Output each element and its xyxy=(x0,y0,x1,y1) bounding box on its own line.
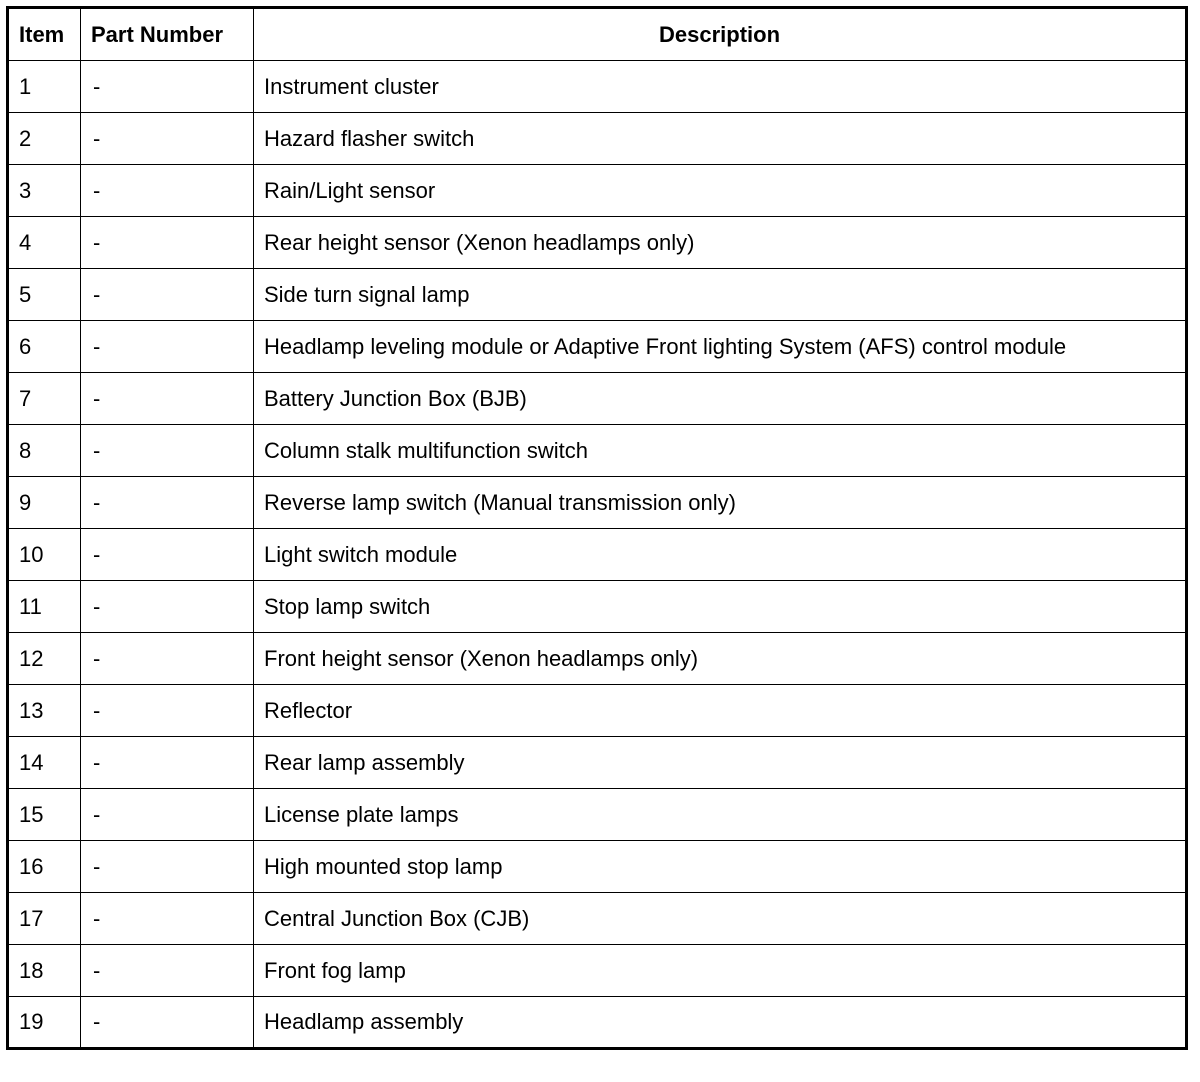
table-row xyxy=(8,321,1187,373)
item-cell: 1 xyxy=(8,61,81,113)
part-number-cell: - xyxy=(81,373,254,425)
part-number-cell: - xyxy=(81,217,254,269)
item-cell: 7 xyxy=(8,373,81,425)
description-cell: Central Junction Box (CJB) xyxy=(254,893,1187,945)
part-number-cell: - xyxy=(81,269,254,321)
header-item: Item xyxy=(8,8,81,61)
part-number-cell: - xyxy=(81,529,254,581)
table-row xyxy=(8,425,1187,477)
part-number-cell: - xyxy=(81,113,254,165)
part-number-cell: - xyxy=(81,789,254,841)
item-cell: 14 xyxy=(8,737,81,789)
part-number-cell: - xyxy=(81,685,254,737)
part-number-cell: - xyxy=(81,165,254,217)
table-row xyxy=(8,789,1187,841)
table-row xyxy=(8,945,1187,997)
item-cell: 2 xyxy=(8,113,81,165)
table-row xyxy=(8,61,1187,113)
part-number-cell: - xyxy=(81,841,254,893)
header-part-number: Part Number xyxy=(81,8,254,61)
part-number-cell: - xyxy=(81,477,254,529)
description-cell: Light switch module xyxy=(254,529,1187,581)
description-cell: Rain/Light sensor xyxy=(254,165,1187,217)
table-row xyxy=(8,841,1187,893)
description-cell: Instrument cluster xyxy=(254,61,1187,113)
table-row xyxy=(8,581,1187,633)
description-cell: Stop lamp switch xyxy=(254,581,1187,633)
description-cell: Column stalk multifunction switch xyxy=(254,425,1187,477)
item-cell: 4 xyxy=(8,217,81,269)
description-cell: Front height sensor (Xenon headlamps only) xyxy=(254,633,1187,685)
part-number-cell: - xyxy=(81,893,254,945)
item-cell: 10 xyxy=(8,529,81,581)
description-cell: License plate lamps xyxy=(254,789,1187,841)
table-row xyxy=(8,633,1187,685)
part-number-cell: - xyxy=(81,737,254,789)
part-number-cell: - xyxy=(81,997,254,1049)
item-cell: 18 xyxy=(8,945,81,997)
table-row xyxy=(8,737,1187,789)
table-row xyxy=(8,529,1187,581)
item-cell: 17 xyxy=(8,893,81,945)
description-cell: Reflector xyxy=(254,685,1187,737)
parts-table xyxy=(6,6,1188,1050)
table-row xyxy=(8,685,1187,737)
item-cell: 5 xyxy=(8,269,81,321)
table-row xyxy=(8,217,1187,269)
table-row xyxy=(8,113,1187,165)
part-number-cell: - xyxy=(81,945,254,997)
item-cell: 15 xyxy=(8,789,81,841)
item-cell: 8 xyxy=(8,425,81,477)
description-cell: High mounted stop lamp xyxy=(254,841,1187,893)
description-cell: Headlamp leveling module or Adaptive Front lighting System (AFS) control module xyxy=(254,321,1187,373)
part-number-cell: - xyxy=(81,581,254,633)
part-number-cell: - xyxy=(81,425,254,477)
description-cell: Hazard flasher switch xyxy=(254,113,1187,165)
item-cell: 3 xyxy=(8,165,81,217)
description-cell: Side turn signal lamp xyxy=(254,269,1187,321)
item-cell: 6 xyxy=(8,321,81,373)
part-number-cell: - xyxy=(81,321,254,373)
item-cell: 12 xyxy=(8,633,81,685)
description-cell: Rear lamp assembly xyxy=(254,737,1187,789)
table-row xyxy=(8,165,1187,217)
part-number-cell: - xyxy=(81,61,254,113)
part-number-cell: - xyxy=(81,633,254,685)
table-row xyxy=(8,373,1187,425)
description-cell: Battery Junction Box (BJB) xyxy=(254,373,1187,425)
item-cell: 19 xyxy=(8,997,81,1049)
item-cell: 16 xyxy=(8,841,81,893)
item-cell: 9 xyxy=(8,477,81,529)
table-row xyxy=(8,477,1187,529)
description-cell: Reverse lamp switch (Manual transmission only) xyxy=(254,477,1187,529)
header-description: Description xyxy=(254,8,1187,61)
description-cell: Front fog lamp xyxy=(254,945,1187,997)
table-row xyxy=(8,893,1187,945)
item-cell: 13 xyxy=(8,685,81,737)
description-cell: Rear height sensor (Xenon headlamps only) xyxy=(254,217,1187,269)
table-row xyxy=(8,997,1187,1049)
table-row xyxy=(8,269,1187,321)
description-cell: Headlamp assembly xyxy=(254,997,1187,1049)
header-row xyxy=(8,8,1187,61)
item-cell: 11 xyxy=(8,581,81,633)
